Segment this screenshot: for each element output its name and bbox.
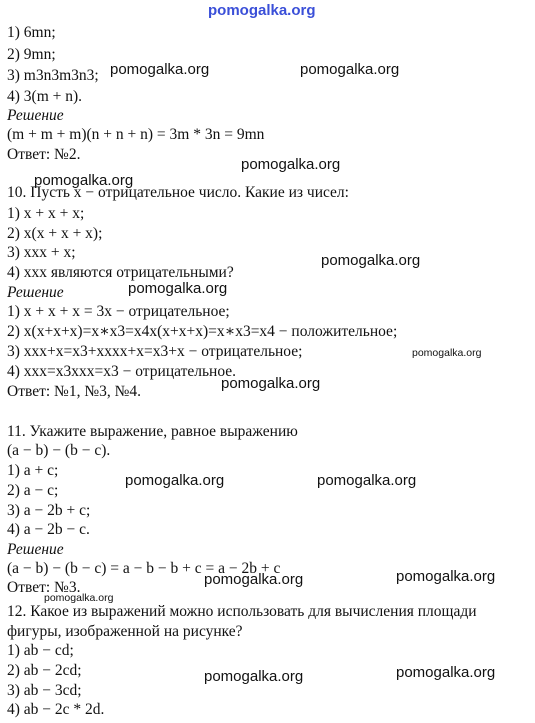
solution-line: 1) x + x + x = 3x − отрицательное; bbox=[7, 303, 230, 320]
site-watermark: pomogalka.org bbox=[44, 592, 114, 604]
site-watermark: pomogalka.org bbox=[241, 156, 341, 173]
question-line: фигуры, изображенной на рисунке? bbox=[7, 623, 243, 640]
answer-line: Ответ: №3. bbox=[7, 579, 81, 596]
solution-line: 2) x(x+x+x)=x∗x3=x4x(x+x+x)=x∗x3=x4 − положительное; bbox=[7, 323, 398, 340]
site-watermark: pomogalka.org bbox=[204, 668, 304, 685]
question-line: 12. Какое из выражений можно использовать для вычисления площади bbox=[7, 603, 477, 620]
site-watermark: pomogalka.org bbox=[317, 472, 417, 489]
answer-option-line: 1) x + x + x; bbox=[7, 205, 85, 222]
site-watermark: pomogalka.org bbox=[128, 280, 228, 297]
solution-heading: Решение bbox=[7, 284, 64, 301]
answer-option-line: 3) a − 2b + c; bbox=[7, 502, 91, 519]
answer-line: Ответ: №1, №3, №4. bbox=[7, 383, 142, 400]
question-line: 10. Пусть x − отрицательное число. Какие из чисел: bbox=[7, 184, 349, 201]
solution-line: (m + m + m)(n + n + n) = 3m * 3n = 9mn bbox=[7, 126, 265, 143]
answer-option-line: 4) ab − 2c * 2d. bbox=[7, 701, 105, 718]
site-watermark: pomogalka.org bbox=[221, 375, 321, 392]
answer-option-line: 2) a − c; bbox=[7, 482, 59, 499]
question-line: (a − b) − (b − c). bbox=[7, 442, 111, 459]
answer-option-line: 1) 6mn; bbox=[7, 24, 56, 41]
site-watermark-header: pomogalka.org bbox=[208, 2, 316, 19]
answer-option-line: 2) ab − 2cd; bbox=[7, 662, 82, 679]
answer-option-line: 3) m3n3m3n3; bbox=[7, 67, 99, 84]
site-watermark: pomogalka.org bbox=[396, 568, 496, 585]
site-watermark: pomogalka.org bbox=[204, 571, 304, 588]
solution-line: 4) xxx=x3xxx=x3 − отрицательное. bbox=[7, 363, 237, 380]
answer-option-line: 4) 3(m + n). bbox=[7, 88, 83, 105]
answer-option-line: 2) x(x + x + x); bbox=[7, 225, 103, 242]
site-watermark: pomogalka.org bbox=[412, 347, 482, 359]
answer-option-line: 1) a + c; bbox=[7, 462, 59, 479]
site-watermark: pomogalka.org bbox=[125, 472, 225, 489]
answer-option-line: 4) a − 2b − c. bbox=[7, 521, 90, 538]
answer-line: Ответ: №2. bbox=[7, 146, 81, 163]
site-watermark: pomogalka.org bbox=[34, 172, 134, 189]
answer-option-line: 2) 9mn; bbox=[7, 46, 56, 63]
solution-line: (a − b) − (b − c) = a − b − b + c = a − 2b + c bbox=[7, 560, 281, 577]
question-line: 11. Укажите выражение, равное выражению bbox=[7, 423, 298, 440]
site-watermark: pomogalka.org bbox=[300, 61, 400, 78]
solution-line: 3) xxx+x=x3+xxxx+x=x3+x − отрицательное; bbox=[7, 343, 303, 360]
answer-option-line: 3) xxx + x; bbox=[7, 244, 76, 261]
answer-option-line: 4) xxx являются отрицательными? bbox=[7, 264, 234, 281]
site-watermark: pomogalka.org bbox=[396, 664, 496, 681]
answer-option-line: 1) ab − cd; bbox=[7, 642, 74, 659]
solution-heading: Решение bbox=[7, 107, 64, 124]
solution-heading: Решение bbox=[7, 541, 64, 558]
site-watermark: pomogalka.org bbox=[321, 252, 421, 269]
answer-option-line: 3) ab − 3cd; bbox=[7, 682, 82, 699]
site-watermark: pomogalka.org bbox=[110, 61, 210, 78]
